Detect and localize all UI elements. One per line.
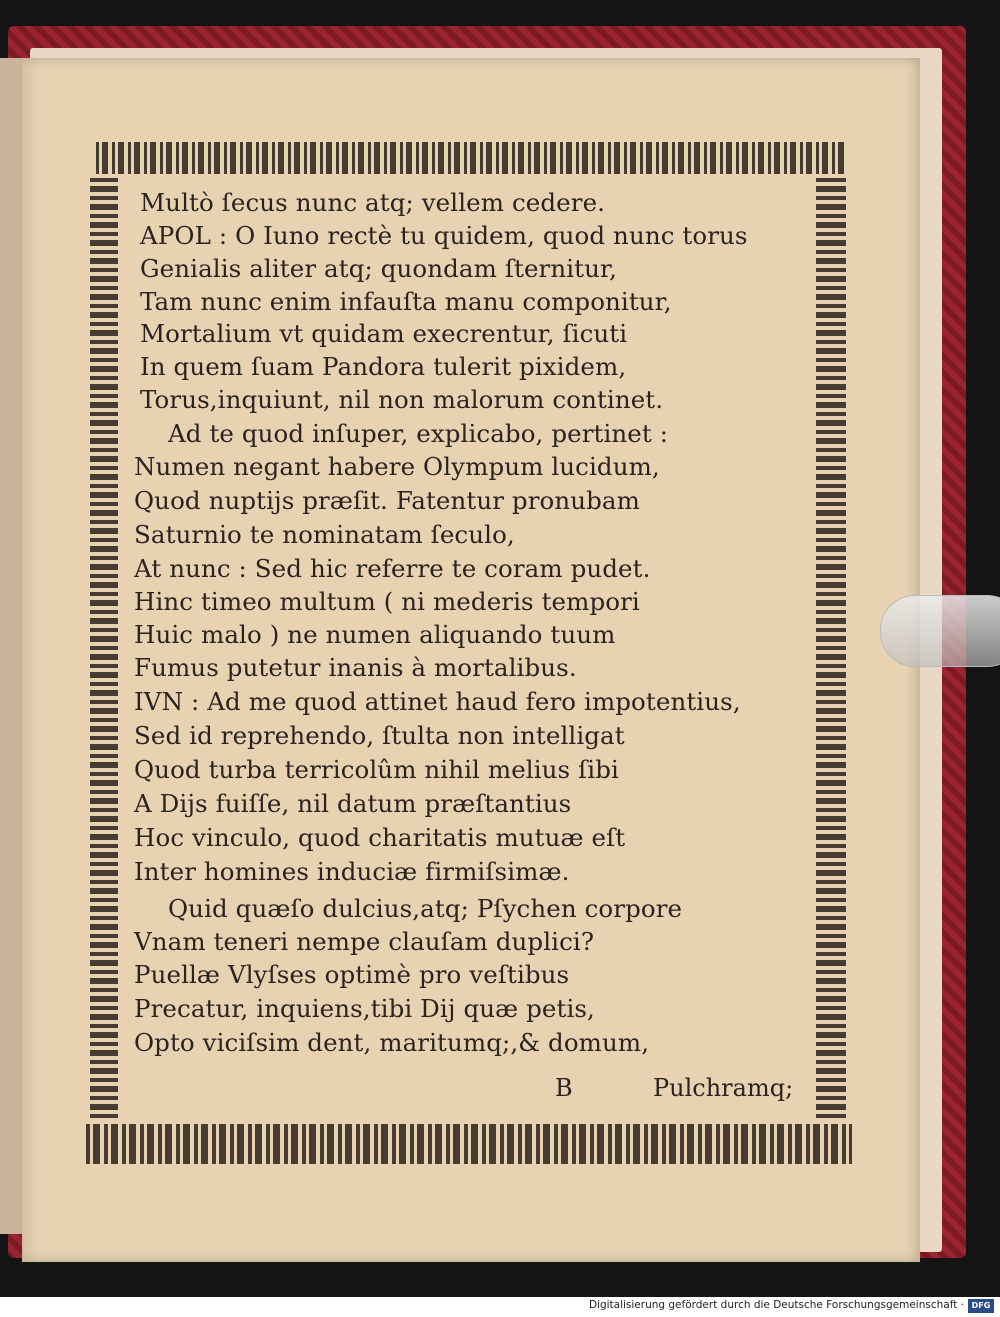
text-line: Quod turba terricolûm nihil melius ſibi xyxy=(134,755,619,784)
text-line: Vnam teneri nempe clauſam duplici? xyxy=(134,927,595,956)
funding-credit: Digitalisierung gefördert durch die Deutsche Forschungsgemeinschaft · xyxy=(588,1299,964,1311)
footer-bar xyxy=(0,1297,1000,1317)
text-line: Numen negant habere Olympum lucidum, xyxy=(134,452,660,481)
signature-mark: B xyxy=(555,1074,573,1102)
text-line: Opto viciſsim dent, maritumq;,& domum, xyxy=(134,1028,650,1057)
text-line: Multò ſecus nunc atq; vellem cedere. xyxy=(140,188,606,217)
text-line: Puellæ Vlyſses optimè pro veſtibus xyxy=(134,960,570,989)
text-line: Quid quæſo dulcius,atq; Pſychen corpore xyxy=(168,894,683,923)
text-line: Inter homines induciæ firmiſsimæ. xyxy=(134,857,570,886)
text-line: Genialis aliter atq; quondam ſternitur, xyxy=(140,254,617,283)
text-line: Hinc timeo multum ( ni mederis tempori xyxy=(134,587,640,616)
text-line: IVN : Ad me quod attinet haud fero impotentius, xyxy=(134,687,741,716)
text-line: Precatur, inquiens,tibi Dij quæ petis, xyxy=(134,994,595,1023)
text-line: Tam nunc enim infauſta manu componitur, xyxy=(140,287,672,316)
text-line: Fumus putetur inanis à mortalibus. xyxy=(134,653,577,682)
dfg-logo[interactable]: DFG xyxy=(968,1299,994,1313)
text-line: Sed id reprehendo, ſtulta non intelligat xyxy=(134,721,625,750)
text-line: Ad te quod inſuper, explicabo, pertinet : xyxy=(168,419,669,448)
border-left xyxy=(90,178,118,1122)
text-line: Mortalium vt quidam execrentur, ſicuti xyxy=(140,319,628,348)
text-line: At nunc : Sed hic referre te coram pudet. xyxy=(134,554,651,583)
text-line: A Dijs fuiſſe, nil datum præſtantius xyxy=(134,789,572,818)
text-line: Hoc vinculo, quod charitatis mutuæ eſt xyxy=(134,823,626,852)
page-clip xyxy=(880,595,1000,667)
text-line: Torus,inquiunt, nil non malorum continet. xyxy=(140,385,664,414)
border-bottom xyxy=(86,1124,852,1164)
text-line: Saturnio te nominatam ſeculo, xyxy=(134,520,515,549)
text-line: Quod nuptijs præſit. Fatentur pronubam xyxy=(134,486,640,515)
text-line: Huic malo ) ne numen aliquando tuum xyxy=(134,620,616,649)
left-page-edge xyxy=(0,58,24,1234)
catchword: Pulchramq; xyxy=(653,1074,794,1102)
border-top xyxy=(96,142,846,174)
border-right xyxy=(816,178,846,1122)
text-line: In quem ſuam Pandora tulerit pixidem, xyxy=(140,352,627,381)
text-line: APOL : O Iuno rectè tu quidem, quod nunc torus xyxy=(140,221,748,250)
